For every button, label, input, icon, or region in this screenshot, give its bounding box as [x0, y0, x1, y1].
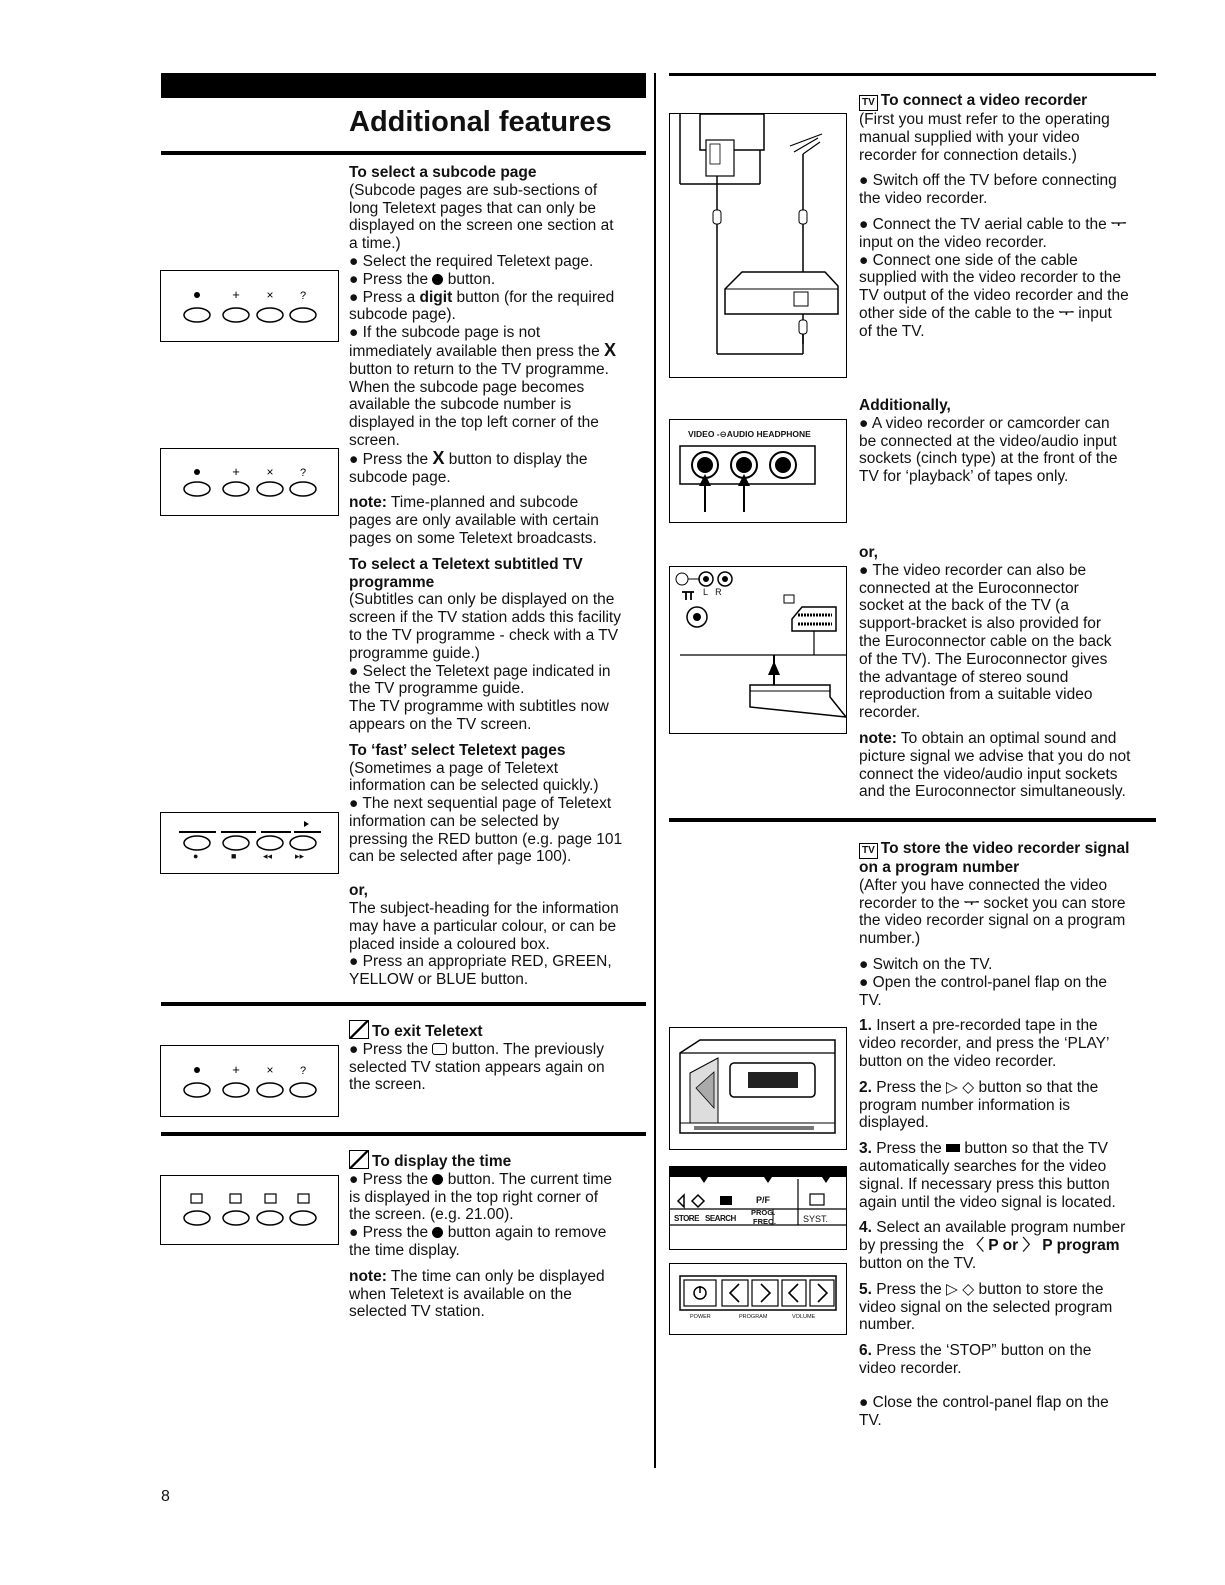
euroconnector-diagram: [669, 566, 847, 734]
search-label: SEARCH: [705, 1214, 736, 1223]
clock-icon: [432, 1227, 443, 1238]
vcr-connection-diagram: [669, 113, 847, 378]
store-icon: ▷ ◇: [946, 1078, 975, 1096]
search-icon: [946, 1144, 960, 1152]
chevron-right-icon: 〉: [1022, 1237, 1038, 1255]
audio-lr-label: L R: [703, 587, 722, 597]
remote-keys-diagram: [160, 270, 339, 342]
divider: [161, 151, 646, 155]
page-number: 8: [161, 1488, 170, 1505]
store-label: STORE: [674, 1214, 699, 1223]
fast-text-keys-diagram: [160, 812, 339, 874]
svg-text:?: ?: [299, 467, 307, 479]
cancel-icon: X: [432, 447, 445, 468]
aerial-icon: ᅮ: [964, 894, 980, 912]
video-cassette-picture: [669, 1027, 847, 1150]
info-icon: [432, 274, 443, 285]
prog-label: PROG.: [751, 1208, 776, 1217]
record-icon: ●: [193, 851, 199, 861]
divider: [161, 1002, 646, 1006]
rewind-icon: ◂◂: [263, 851, 273, 861]
socket-panel-label: VIDEO -⊖AUDIO HEADPHONE: [688, 429, 811, 439]
svg-text:×: ×: [266, 1063, 274, 1077]
svg-text:+: +: [232, 1062, 240, 1077]
aerial-icon: ᅮ: [1058, 304, 1074, 322]
info-icon: [194, 292, 200, 298]
volume-label: VOLUME: [792, 1314, 816, 1320]
clock-icon: [432, 1174, 443, 1185]
section-store-signal: TV To store the video recorder signal on a program number (After you have connected the video recorder to the ᅮ socket you can store the video recorder signal on a program number.) ● Switch on the TV. ● Open the control-panel flap on the TV. 1. Insert a pre-recorded tape in the video recorder, and press the ‘PLAY’ button on the video recorder. 2. Press the ▷ ◇ button so that the program number information is displayed. 3. Press the button so that the TV automatically searches for the video signal. If necessary press this button again until the video signal is located. 4. Select an available program number by pressing the 〈 P or 〉 P program button on the TV. 5. Press the ▷ ◇ button to store the video signal on the selected program number. 6. Press the ‘STOP” button on the video recorder. ● Close the control-panel flap on the TV.: [859, 840, 1130, 1429]
chevron-left-icon: 〈: [968, 1237, 984, 1255]
section-euroconnector: or, ● The video recorder can also be connected at the Euroconnector socket at the back of the TV (a support-bracket is also provided for the Euroconnector cable on the back of the TV). The Euroconnector gives the advantage of stereo sound reproduction from a suitable video recorder. note: To obtain an optimal sound and picture signal we advise that you do not connect the video/audio input sockets and the Euroconnector simultaneously.: [859, 544, 1131, 801]
divider: [669, 818, 1156, 822]
forward-icon: ▸▸: [295, 851, 305, 861]
store-icon: ▷ ◇: [946, 1280, 975, 1298]
tv-control-panel: [669, 1166, 847, 1250]
remote-keys-diagram: [160, 448, 339, 516]
remote-keys-diagram: [160, 1175, 339, 1245]
section-exit-teletext: To exit Teletext ● Press the button. The previously selected TV station appears again on the screen.: [349, 1020, 649, 1094]
divider: [161, 1132, 646, 1136]
power-label: POWER: [690, 1314, 711, 1320]
reveal-icon: +: [232, 287, 240, 302]
tv-badge-icon: TV: [859, 95, 878, 111]
tv-icon: [432, 1043, 447, 1055]
syst-label: SYST.: [803, 1214, 829, 1224]
section-connect-vcr: TV To connect a video recorder (First you must refer to the operating manual supplied with your video recorder for connection details.) ● Switch off the TV before connecting the video recorder. ● Connect the TV aerial cable to the ᅮ input on the video recorder. ● Connect one side of the cable supplied with the video recorder to the TV output of the video recorder and the other side of the cable to the ᅮ input of the TV.: [859, 92, 1129, 340]
section-subcode: To select a subcode page (Subcode pages are sub-sections of long Teletext pages that can only be displayed on the screen one section at a time.) ● Select the required Teletext page. ● Press the button. ● Press a digit button (for the required subcode page). ● If the subcode page is not immediately available then press the X button to return to the TV programme. When the subcode page becomes available the subcode number is displayed in the top left corner of the screen. ● Press the X button to display the subcode page. note: Time-planned and subcode pages are only available with certain pages on some Teletext broadcasts. To select a Teletext subtitled TV programme (Subtitles can only be displayed on the screen if the TV station adds this facility to the TV programme - check with a TV programme guide.) ● Select the Teletext page indicated in the TV programme guide. The TV programme with subtitles now appears on the TV screen. To ‘fast’ select Teletext pages (Sometimes a page of Teletext information can be selected quickly.) ● The next sequential page of Teletext information can be selected by pressing the RED button (e.g. page 101 can be selected after page 100). or, The subject-heading for the information may have a particular colour, or can be placed inside a coloured box. ● Press an appropriate RED, GREEN, YELLOW or BLUE button.: [349, 164, 623, 989]
teletext-icon: [349, 1020, 369, 1039]
divider: [669, 73, 1156, 76]
svg-text:+: +: [232, 464, 240, 479]
svg-text:?: ?: [299, 1065, 307, 1077]
section-display-time: To display the time ● Press the button. The current time is displayed in the top right corner of the screen. (e.g. 21.00). ● Press the button again to remove the time display. note: The time can only be displayed when Teletext is available on the selected TV station.: [349, 1150, 649, 1321]
pf-label: P/F: [756, 1195, 771, 1205]
cancel-icon: ×: [266, 288, 274, 302]
cancel-icon: X: [604, 339, 617, 360]
page-title: Additional features: [349, 106, 612, 138]
aerial-icon: ᅮ: [1111, 215, 1127, 233]
column-divider: [654, 73, 656, 1468]
tv-front-buttons: [669, 1263, 847, 1335]
header-bar: [161, 73, 646, 98]
tv-badge-icon: TV: [859, 843, 878, 859]
question-icon: ?: [299, 290, 307, 302]
stop-icon: ■: [231, 851, 237, 861]
teletext-icon: [349, 1150, 369, 1169]
program-label: PROGRAM: [739, 1314, 768, 1320]
remote-keys-diagram: [160, 1045, 339, 1117]
front-sockets-diagram: [669, 419, 847, 523]
svg-text:×: ×: [266, 465, 274, 479]
freq-label: FREQ.: [753, 1217, 776, 1226]
section-additionally: Additionally, ● A video recorder or camcorder can be connected at the video/audio input sockets (cinch type) at the front of the TV for ‘playback’ of tapes only.: [859, 397, 1118, 486]
